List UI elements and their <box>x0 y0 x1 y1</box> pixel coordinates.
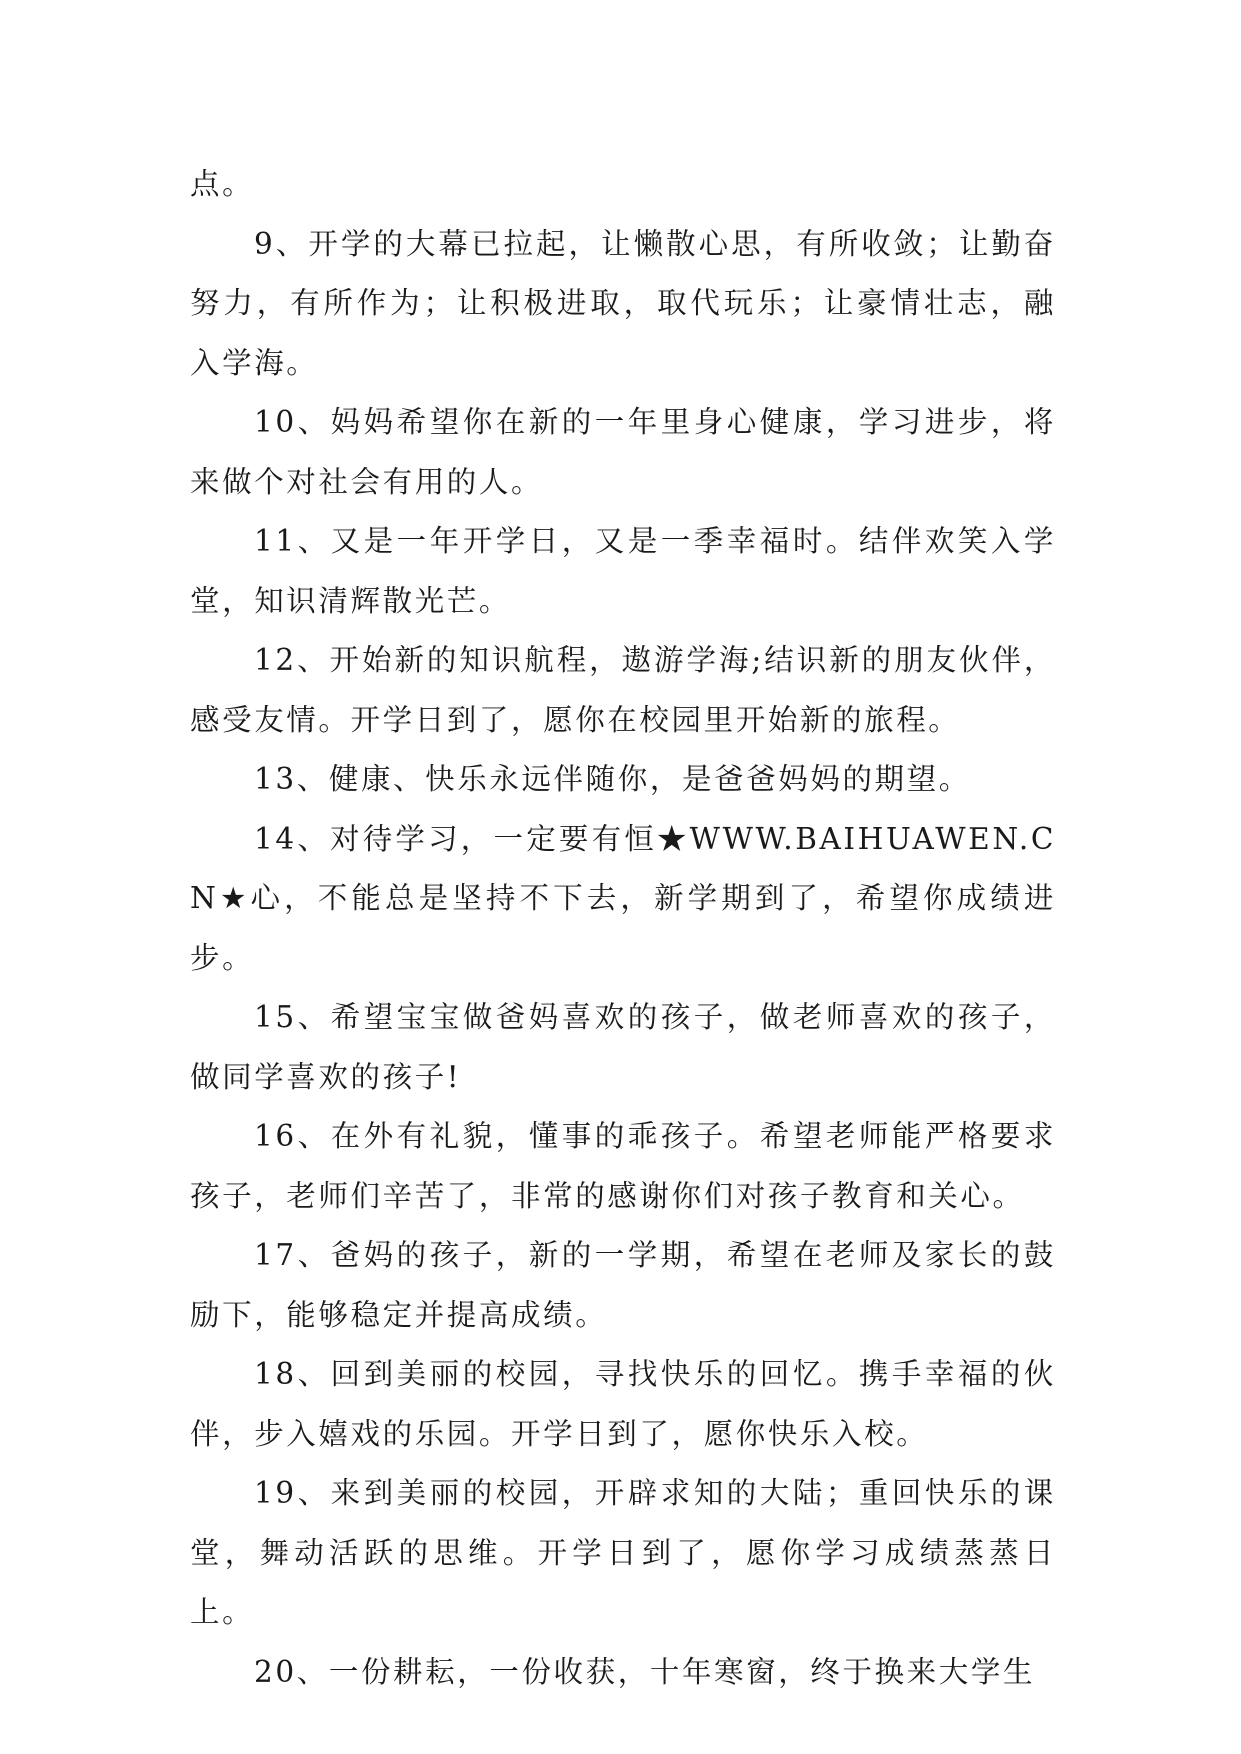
paragraph-item-11: 11、又是一年开学日，又是一季幸福时。结伴欢笑入学堂，知识清辉散光芒。 <box>190 524 1056 618</box>
paragraph-item-20: 20、一份耕耘，一份收获，十年寒窗，终于换来大学生 <box>254 1654 1036 1689</box>
paragraph-item-15: 15、希望宝宝做爸妈喜欢的孩子，做老师喜欢的孩子，做同学喜欢的孩子! <box>190 1000 1056 1094</box>
paragraph-item-12: 12、开始新的知识航程，遨游学海;结识新的朋友伙伴，感受友情。开学日到了，愿你在校园里开始新的旅程。 <box>190 643 1056 737</box>
paragraph-item-14: 14、对待学习，一定要有恒★WWW.BAIHUAWEN.CN★心，不能总是坚持不下去，新学期到了，希望你成绩进步。 <box>190 821 1056 975</box>
paragraph-item-13: 13、健康、快乐永远伴随你，是爸爸妈妈的期望。 <box>254 762 971 796</box>
paragraph-item-16: 16、在外有礼貌，懂事的乖孩子。希望老师能严格要求孩子，老师们辛苦了，非常的感谢你们对孩子教育和关心。 <box>190 1119 1056 1213</box>
paragraph-continuation: 点。 <box>190 167 255 201</box>
document-page <box>190 155 1056 1702</box>
paragraph-item-10: 10、妈妈希望你在新的一年里身心健康，学习进步，将来做个对社会有用的人。 <box>190 405 1056 499</box>
paragraph-item-17: 17、爸妈的孩子，新的一学期，希望在老师及家长的鼓励下，能够稳定并提高成绩。 <box>190 1238 1056 1332</box>
paragraph-item-9: 9、开学的大幕已拉起，让懒散心思，有所收敛；让勤奋努力，有所作为；让积极进取，取代玩乐；让豪情壮志，融入学海。 <box>190 226 1056 380</box>
paragraph-item-19: 19、来到美丽的校园，开辟求知的大陆；重回快乐的课堂，舞动活跃的思维。开学日到了，愿你学习成绩蒸蒸日上。 <box>190 1476 1056 1629</box>
paragraph-item-18: 18、回到美丽的校园，寻找快乐的回忆。携手幸福的伙伴，步入嬉戏的乐园。开学日到了，愿你快乐入校。 <box>190 1357 1056 1451</box>
